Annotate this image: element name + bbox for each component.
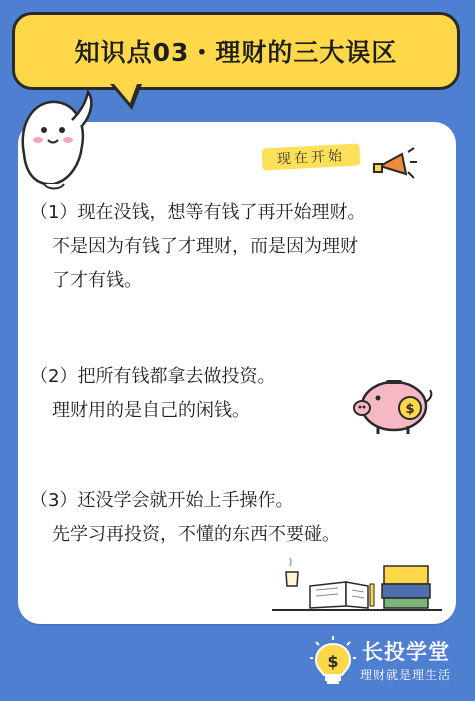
- brand-block: [310, 630, 470, 690]
- svg-text:$: $: [405, 402, 415, 417]
- start-now-tag: 现在开始: [261, 143, 360, 170]
- desk-books-icon: [272, 552, 442, 618]
- point-2-line-1: （2）把所有钱都拿去做投资。: [30, 366, 276, 387]
- point-1-line-3: 了才有钱。: [52, 270, 142, 291]
- page-title: 知识点03・理财的三大误区: [74, 38, 398, 67]
- point-2: [30, 360, 275, 428]
- point-3-line-2: 先学习再投资，不懂的东西不要碰。: [52, 524, 340, 545]
- point-1-line-2: 不是因为有钱了才理财，而是因为理财: [52, 236, 358, 257]
- svg-text:$: $: [327, 652, 339, 671]
- seal-mascot-icon: [14, 84, 98, 192]
- piggy-bank-icon: [350, 370, 440, 438]
- brand-slogan: 理财就是理生活: [360, 668, 452, 682]
- speech-tail-fill: [114, 84, 137, 103]
- point-3-line-1: （3）还没学会就开始上手操作。: [30, 490, 294, 511]
- lightbulb-dollar-icon: [310, 634, 356, 686]
- brand-name: 长投学堂: [362, 640, 450, 664]
- title-banner: [12, 12, 460, 90]
- point-1: [30, 196, 365, 298]
- point-1-line-1: （1）现在没钱，想等有钱了再开始理财。: [30, 202, 366, 223]
- point-3: [30, 484, 340, 552]
- point-2-line-2: 理财用的是自己的闲钱。: [52, 400, 250, 421]
- megaphone-icon: [362, 140, 418, 186]
